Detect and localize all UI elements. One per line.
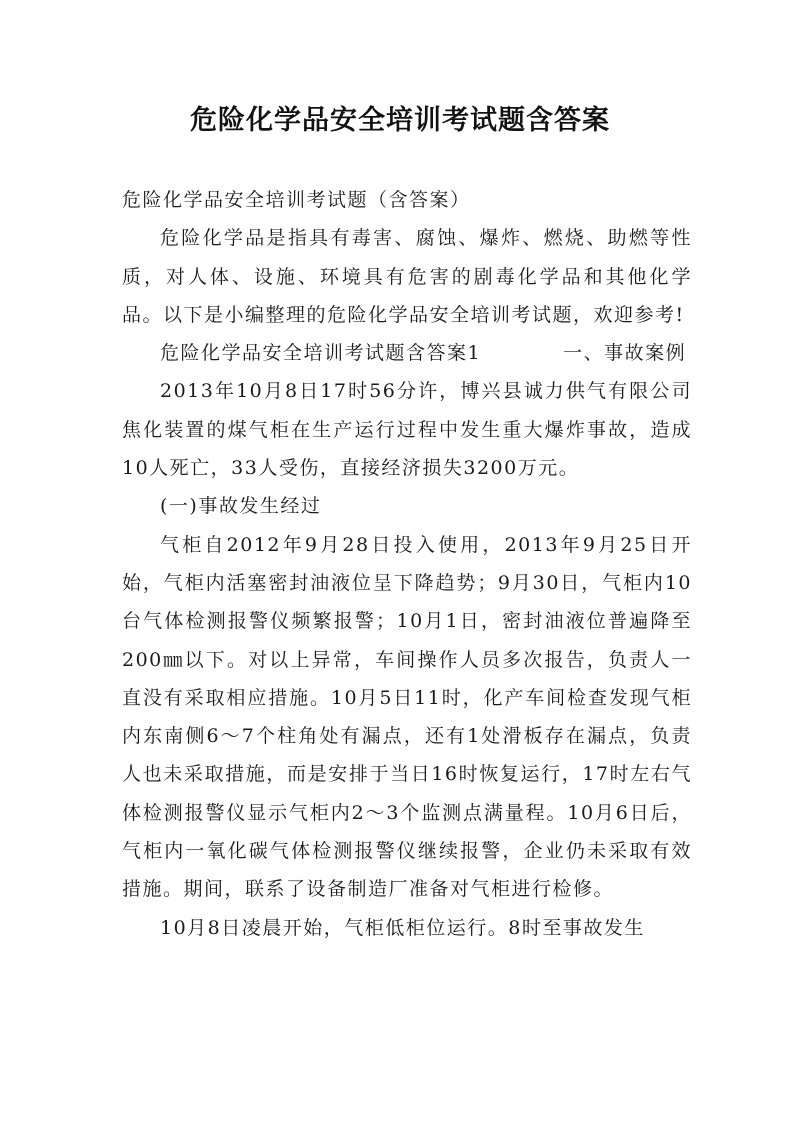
subtitle-paragraph: 危险化学品安全培训考试题（含答案） [122,189,471,211]
section-title-paragraph [122,334,692,372]
section-title: 危险化学品安全培训考试题含答案1 [160,342,482,365]
process-heading: (一)事故发生经过 [160,495,322,518]
process-paragraph: 气柜自2012年9月28日投入使用，2013年9月25日开始，气柜内活塞密封油液位呈下降趋势；9月30日，气柜内10台气体检测报警仪频繁报警；10月1日，密封油液位普遍降至200㎜以下。对以上异常，车间操作人员多次报告，负责人一直没有采取相应措施。10月5日11时，化产车间检查发现气柜内东南侧6～7个柱角处有漏点，还有1处滑板存在漏点，负责人也未采取措施，而是安排于当日16时恢复运行，17时左右气体检测报警仪显示气柜内2～3个监测点满量程。10月6日后，气柜内一氧化碳气体检测报警仪继续报警，企业仍未采取有效措施。期间，联系了设备制造厂准备对气柜进行检修。 [122,533,692,901]
case-summary-paragraph: 2013年10月8日17时56分许，博兴县诚力供气有限公司焦化装置的煤气柜在生产运行过程中发生重大爆炸事故，造成10人死亡，33人受伤，直接经济损失3200万元。 [122,380,692,480]
last-paragraph: 10月8日凌晨开始，气柜低柜位运行。8时至事故发生 [160,916,645,939]
document-body [122,181,692,947]
intro-paragraph: 危险化学品是指具有毒害、腐蚀、爆炸、燃烧、助燃等性质，对人体、设施、环境具有危害的剧毒化学品和其他化学品。以下是小编整理的危险化学品安全培训考试题，欢迎参考! [122,227,692,326]
case-heading: 一、事故案例 [563,342,687,365]
document-title: 危险化学品安全培训考试题含答案 [190,105,610,136]
